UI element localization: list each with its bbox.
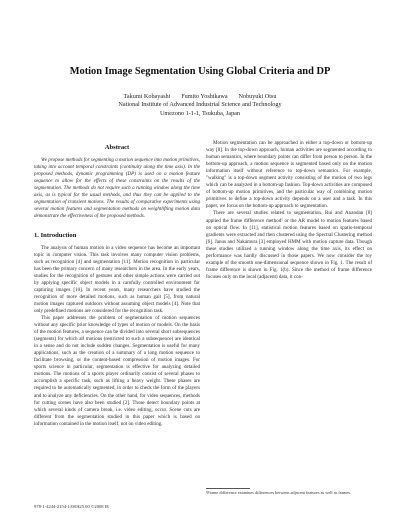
address: Umezono 1-1-1, Tsukuba, Japan [159, 109, 241, 117]
intro-paragraph-2: This paper addresses the problem of segmentation of motion sequences without any specific prior knowledge of types of motion or models. On the basis of the motion features, a sequence can be divided into several short subsequences (segments) for which all motions (restricted to such a subsequence) are identical in a sense and do not include sudden changes. Segmentation is useful for many applications, such as the creation of a summary of a long motion sequence to facilitate browsing, or the content-based compression of motion images. For sports science in particular, segmentation is effective for analyzing detailed motions. The motions of a sports player ordinarily consist of several phases to accomplish a specific task, such as lifting a heavy weight. These phases are required to be automatically segmented, in order to check the form of the players and to analyze any deficiencies. On the other hand, for video sequences, methods for cutting scenes have also been studied [2]. Those detect boundary points at which several kinds of camera break, i.e. video editing, occur. Scene cuts are different from the segmentation studied in this paper which is based on information contained in the motion itself, not on video editing. [34, 314, 200, 427]
intro-paragraph-1: The analysis of human motion in a video sequence has become an important topic in computer vision. This task involves many computer vision problems, such as recognition [4] and segmentation [11]. Motion recognition in particular has been the primary concern of many researchers in the area. In the early years, studies for the recognition of gestures and other simple actions were carried out by applying specific object models in a carefully controlled environment for capturing images [10]. In recent years, many researchers have studied the recognition of more detailed motions, such as human gait [5], from natural motion images captured outdoors without assuming object models [4]. Note that only predefined motions are considered for the recognition task. [34, 244, 200, 314]
copyright-footer: 978-1-4244-2154-1/08/$25.00 ©2008 IE [34, 504, 110, 509]
abstract-text: We propose methods for segmenting a motion sequence into motion primitives, taking into account temporal constraints (continuity along the time axis). In the proposed methods, dynamic programming (DP) is used on a motion feature sequence to allow for the effects of these constraints on the results of the segmentation. The methods do not require such a running window along the time axis, as is typical for the usual methods, and thus they can be applied to the segmentation of transient motions. The results of comparative experiments using several motion features and segmentation methods on weightlifting motion data demonstrate the effectiveness of the proposed methods. [34, 157, 200, 220]
paper-title: Motion Image Segmentation Using Global Criteria and DP [69, 66, 331, 77]
author-names: Takumi Kobayashi Fumito Yoshikawa Nobuyuki Otsu [123, 93, 277, 100]
right-column [206, 140, 372, 281]
intro-paragraph-4: There are several studies related to segmentation. Rui and Anandan [8] applied the frame difference method¹ or the AR model to motion features based on optical flow. In [11], statistical motion features based on spatio-temporal gradients were extracted and then clustered using the Spectral Clustering method [6]. Janus and Nakamura [3] employed HMM with motion capture data. Though these studies utilized a running window along the time axis, its effect on performance was hardly discussed in those papers. We now consider the toy example of the smooth one-dimensional sequence shown in Fig. 1. The result of frame difference is shown in Fig. 1(b). Since the method of frame difference focuses only on the local (adjacent) data, it con- [206, 210, 372, 280]
intro-heading: 1. Introduction [34, 232, 77, 240]
abstract-heading: Abstract [104, 144, 130, 151]
author-block [0, 93, 400, 118]
affiliation: National Institute of Advanced Industrial Science and Technology [118, 101, 282, 109]
left-column [34, 144, 200, 428]
intro-paragraph-3: Motion segmentation can be approached in either a top-down or bottom-up way [8]. In the top-down approach, human activities are segmented according to human semantics, where boundary points can differ from person to person. In the bottom-up approach, a motion sequence is segmented based only on the motion information itself without reference to top-down semantics. For example, "walking" is a top-down segment activity consisting of the motion of two legs which can be analyzed in a bottom-up fashion. Top-down activities are composed of bottom-up motion primitives, and the particular way of combining motion primitives to define a top-down activity depends on a user and a task. In this paper, we focus on the bottom-up approach to segmentation. [206, 140, 372, 210]
footnote: ¹Frame difference examines differences between adjacent features as well as frames. [206, 490, 352, 495]
footnote-rule [206, 488, 250, 489]
